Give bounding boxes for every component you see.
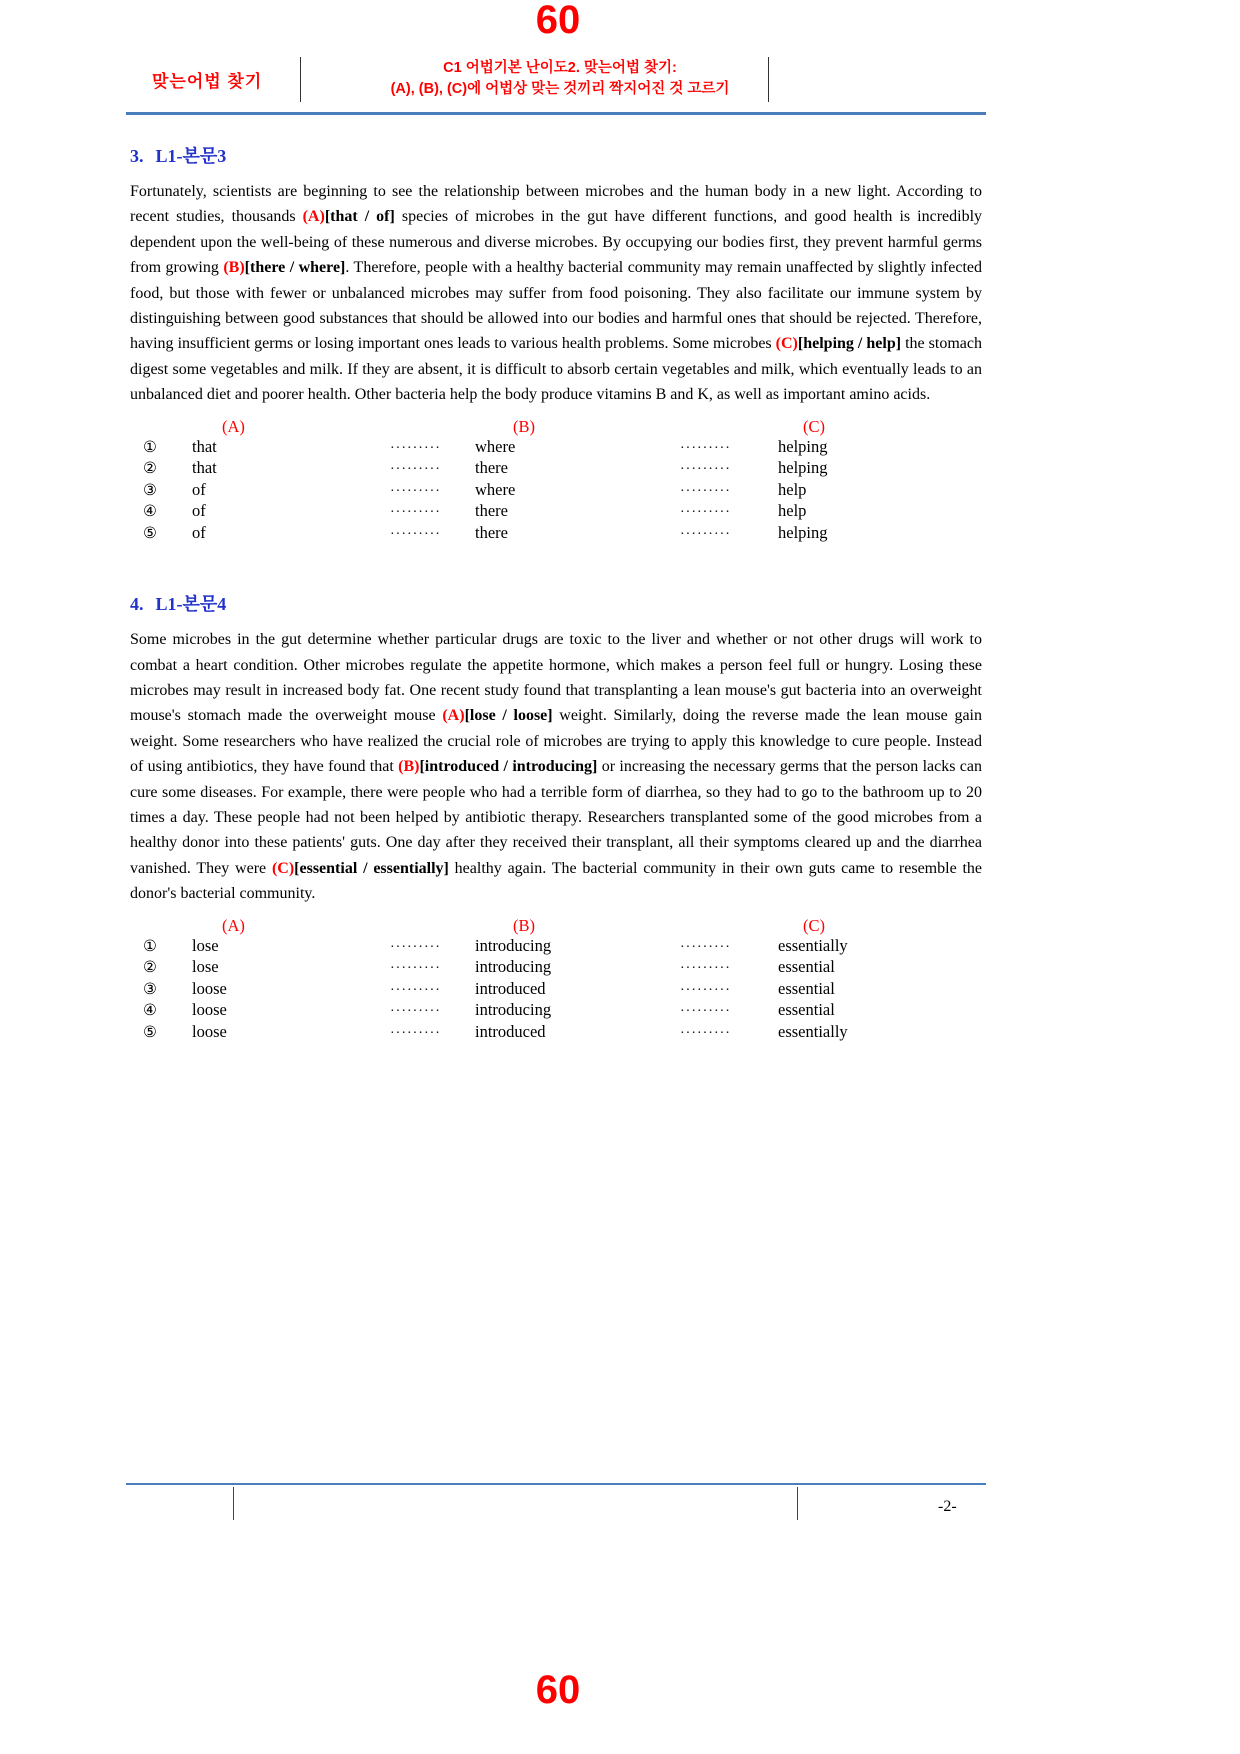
page-header bbox=[130, 52, 986, 108]
choices-table bbox=[130, 915, 982, 1044]
option-row-1 bbox=[130, 437, 982, 459]
choice-marker: (B) bbox=[223, 259, 245, 277]
header-left-label: 맞는어법 찾기 bbox=[152, 72, 263, 91]
footer-tick-left bbox=[233, 1487, 234, 1520]
inline-choice-options: [essential / essentially] bbox=[294, 859, 449, 877]
option-c: essential bbox=[778, 978, 835, 998]
paragraph-text: Some microbes in the gut determine whether particular drugs are toxic to the liver and whether or not other drugs will work to combat a heart condition. Other microbes regulate the appetite hormone, which makes a person feel full or hungry. Losing these microbes may result in increased body fat. One recent study found that transplanting a lean mouse's gut bacteria into an overweight mouse's stomach made the overweight mouse bbox=[130, 631, 982, 725]
option-a: lose bbox=[192, 935, 219, 955]
option-c: essentially bbox=[778, 1021, 848, 1041]
option-number: ④ bbox=[143, 503, 157, 521]
paragraph-text: Fortunately, scientists are beginning to see the relationship between microbes and the human body in a new light. According to recent studies, thousands bbox=[130, 183, 982, 226]
choice-marker: (B) bbox=[398, 758, 420, 776]
header-course-line2: (A), (B), (C)에 어법상 맞는 것끼리 짝지어진 것 고르기 bbox=[390, 81, 730, 97]
option-number: ① bbox=[143, 937, 157, 955]
bottom-page-number: 60 bbox=[535, 1668, 581, 1712]
paragraph-text: the stomach digest some vegetables and milk. If they are absent, it is difficult to absorb certain vegetables and milk, which eventually leads to an unbalanced diet and poorer health. Other bacteria help the body produce vitamins B and K, as well as important amino acids. bbox=[130, 335, 982, 404]
dots-leader: ········· bbox=[680, 462, 731, 478]
dots-leader: ········· bbox=[390, 1025, 441, 1041]
choice-marker: (C) bbox=[271, 859, 295, 877]
option-row-5 bbox=[130, 1022, 982, 1044]
choice-col-label-a: (A) bbox=[222, 416, 245, 436]
top-page-number: 60 bbox=[535, 0, 581, 42]
question-paragraph bbox=[130, 627, 982, 906]
option-c: helping bbox=[778, 522, 828, 542]
header-divider-right bbox=[768, 57, 769, 102]
option-b: introducing bbox=[475, 1000, 552, 1020]
choice-col-label-c: (C) bbox=[803, 416, 825, 436]
option-a: loose bbox=[192, 978, 227, 998]
option-b: there bbox=[475, 501, 508, 521]
option-b: introduced bbox=[475, 978, 546, 998]
question-title bbox=[130, 142, 982, 168]
main-content bbox=[130, 142, 982, 1089]
dots-leader: ········· bbox=[680, 982, 731, 998]
header-course-info bbox=[300, 58, 820, 100]
footer-tick-right bbox=[797, 1487, 798, 1520]
dots-leader: ········· bbox=[390, 961, 441, 977]
dots-leader: ········· bbox=[390, 505, 441, 521]
option-number: ③ bbox=[143, 980, 157, 998]
dots-leader: ········· bbox=[390, 1004, 441, 1020]
question-section-3 bbox=[130, 142, 982, 544]
option-row-4 bbox=[130, 1000, 982, 1022]
option-row-4 bbox=[130, 501, 982, 523]
option-number: ⑤ bbox=[143, 524, 157, 542]
footer-page-number: -2- bbox=[938, 1498, 957, 1515]
choice-col-label-c: (C) bbox=[803, 915, 825, 935]
question-paragraph bbox=[130, 179, 982, 408]
option-row-3 bbox=[130, 979, 982, 1001]
choice-marker: (A) bbox=[302, 208, 325, 226]
option-b: introducing bbox=[475, 935, 552, 955]
option-c: help bbox=[778, 501, 807, 521]
paragraph-text: healthy again. The bacterial community in their own guts came to resemble the donor's bacterial community. bbox=[130, 859, 983, 903]
dots-leader: ········· bbox=[390, 939, 441, 955]
option-number: ② bbox=[143, 460, 157, 478]
dots-leader: ········· bbox=[680, 939, 731, 955]
option-a: of bbox=[192, 479, 206, 499]
header-rule bbox=[126, 112, 986, 115]
choice-col-label-a: (A) bbox=[222, 915, 245, 935]
inline-choice-options: [that / of] bbox=[324, 208, 395, 226]
option-c: helping bbox=[778, 458, 828, 478]
paragraph-text: . Therefore, people with a healthy bacterial community may remain unaffected by slightly infected food, but those with fewer or unbalanced microbes may suffer from food poisoning. They also facilitate our immune system by distinguishing between good substances that should be allowed into our bodies and harmful ones that should be rejected. Therefore, having insufficient germs or losing important ones leads to various health problems. Some microbes bbox=[130, 259, 983, 353]
choice-col-label-b: (B) bbox=[513, 915, 535, 935]
option-a: of bbox=[192, 522, 206, 542]
question-section-4 bbox=[130, 590, 982, 1043]
option-a: lose bbox=[192, 957, 219, 977]
paragraph-text: species of microbes in the gut have different functions, and good health is incredibly dependent upon the well-being of these numerous and diverse microbes. By occupying our bodies first, they prevent harmful germs from growing bbox=[130, 208, 983, 277]
option-b: there bbox=[475, 458, 508, 478]
option-row-2 bbox=[130, 458, 982, 480]
question-title bbox=[130, 590, 982, 616]
choice-marker: (A) bbox=[442, 707, 465, 725]
inline-choice-options: [there / where] bbox=[244, 259, 346, 277]
choice-marker: (C) bbox=[775, 335, 798, 353]
option-c: helping bbox=[778, 436, 828, 456]
option-b: introduced bbox=[475, 1021, 546, 1041]
question-number: 4. bbox=[130, 594, 144, 615]
option-c: help bbox=[778, 479, 807, 499]
option-number: ② bbox=[143, 959, 157, 977]
option-a: that bbox=[192, 458, 217, 478]
inline-choice-options: [lose / loose] bbox=[464, 707, 553, 725]
option-c: essential bbox=[778, 1000, 835, 1020]
option-c: essential bbox=[778, 957, 835, 977]
option-b: where bbox=[475, 436, 516, 456]
option-row-2 bbox=[130, 957, 982, 979]
dots-leader: ········· bbox=[390, 483, 441, 499]
dots-leader: ········· bbox=[390, 526, 441, 542]
dots-leader: ········· bbox=[680, 440, 731, 456]
question-number: 3. bbox=[130, 146, 144, 166]
option-a: loose bbox=[192, 1000, 227, 1020]
option-a: of bbox=[192, 501, 206, 521]
dots-leader: ········· bbox=[680, 1025, 731, 1041]
option-b: there bbox=[475, 522, 508, 542]
option-row-3 bbox=[130, 480, 982, 502]
dots-leader: ········· bbox=[680, 961, 731, 977]
option-row-1 bbox=[130, 936, 982, 958]
dots-leader: ········· bbox=[680, 1004, 731, 1020]
question-title-text: L1-본문4 bbox=[155, 594, 227, 615]
choice-col-label-b: (B) bbox=[513, 416, 535, 436]
option-a: that bbox=[192, 436, 217, 456]
dots-leader: ········· bbox=[390, 440, 441, 456]
option-number: ④ bbox=[143, 1002, 157, 1020]
paragraph-text: or increasing the necessary germs that the person lacks can cure some diseases. For example, there were people who had a terrible form of diarrhea, so they had to go to the bathroom up to 20 times a day. These people had not been helped by antibiotic therapy. Researchers transplanted some of the good microbes from a healthy donor into these patients' guts. One day after they received their transplant, all their symptoms cleared up and the diarrhea vanished. They were bbox=[130, 758, 982, 877]
option-a: loose bbox=[192, 1021, 227, 1041]
inline-choice-options: [helping / help] bbox=[797, 335, 902, 353]
dots-leader: ········· bbox=[390, 982, 441, 998]
question-title-text: L1-본문3 bbox=[155, 146, 227, 166]
choices-header bbox=[130, 915, 982, 936]
dots-leader: ········· bbox=[680, 526, 731, 542]
option-number: ③ bbox=[143, 481, 157, 499]
option-row-5 bbox=[130, 523, 982, 545]
option-number: ⑤ bbox=[143, 1023, 157, 1041]
option-c: essentially bbox=[778, 935, 848, 955]
choices-header bbox=[130, 416, 982, 437]
dots-leader: ········· bbox=[390, 462, 441, 478]
option-number: ① bbox=[143, 438, 157, 456]
option-b: where bbox=[475, 479, 516, 499]
dots-leader: ········· bbox=[680, 483, 731, 499]
option-b: introducing bbox=[475, 957, 552, 977]
choices-table bbox=[130, 416, 982, 545]
inline-choice-options: [introduced / introducing] bbox=[419, 758, 598, 776]
dots-leader: ········· bbox=[680, 505, 731, 521]
footer-rule bbox=[126, 1483, 986, 1485]
paragraph-text: weight. Similarly, doing the reverse made the lean mouse gain weight. Some researchers who have realized the crucial role of microbes are trying to apply this knowledge to cure people. Instead of using antibiotics, they have found that bbox=[130, 707, 982, 776]
header-course-line1: C1 어법기본 난이도2. 맞는어법 찾기: bbox=[443, 60, 677, 76]
